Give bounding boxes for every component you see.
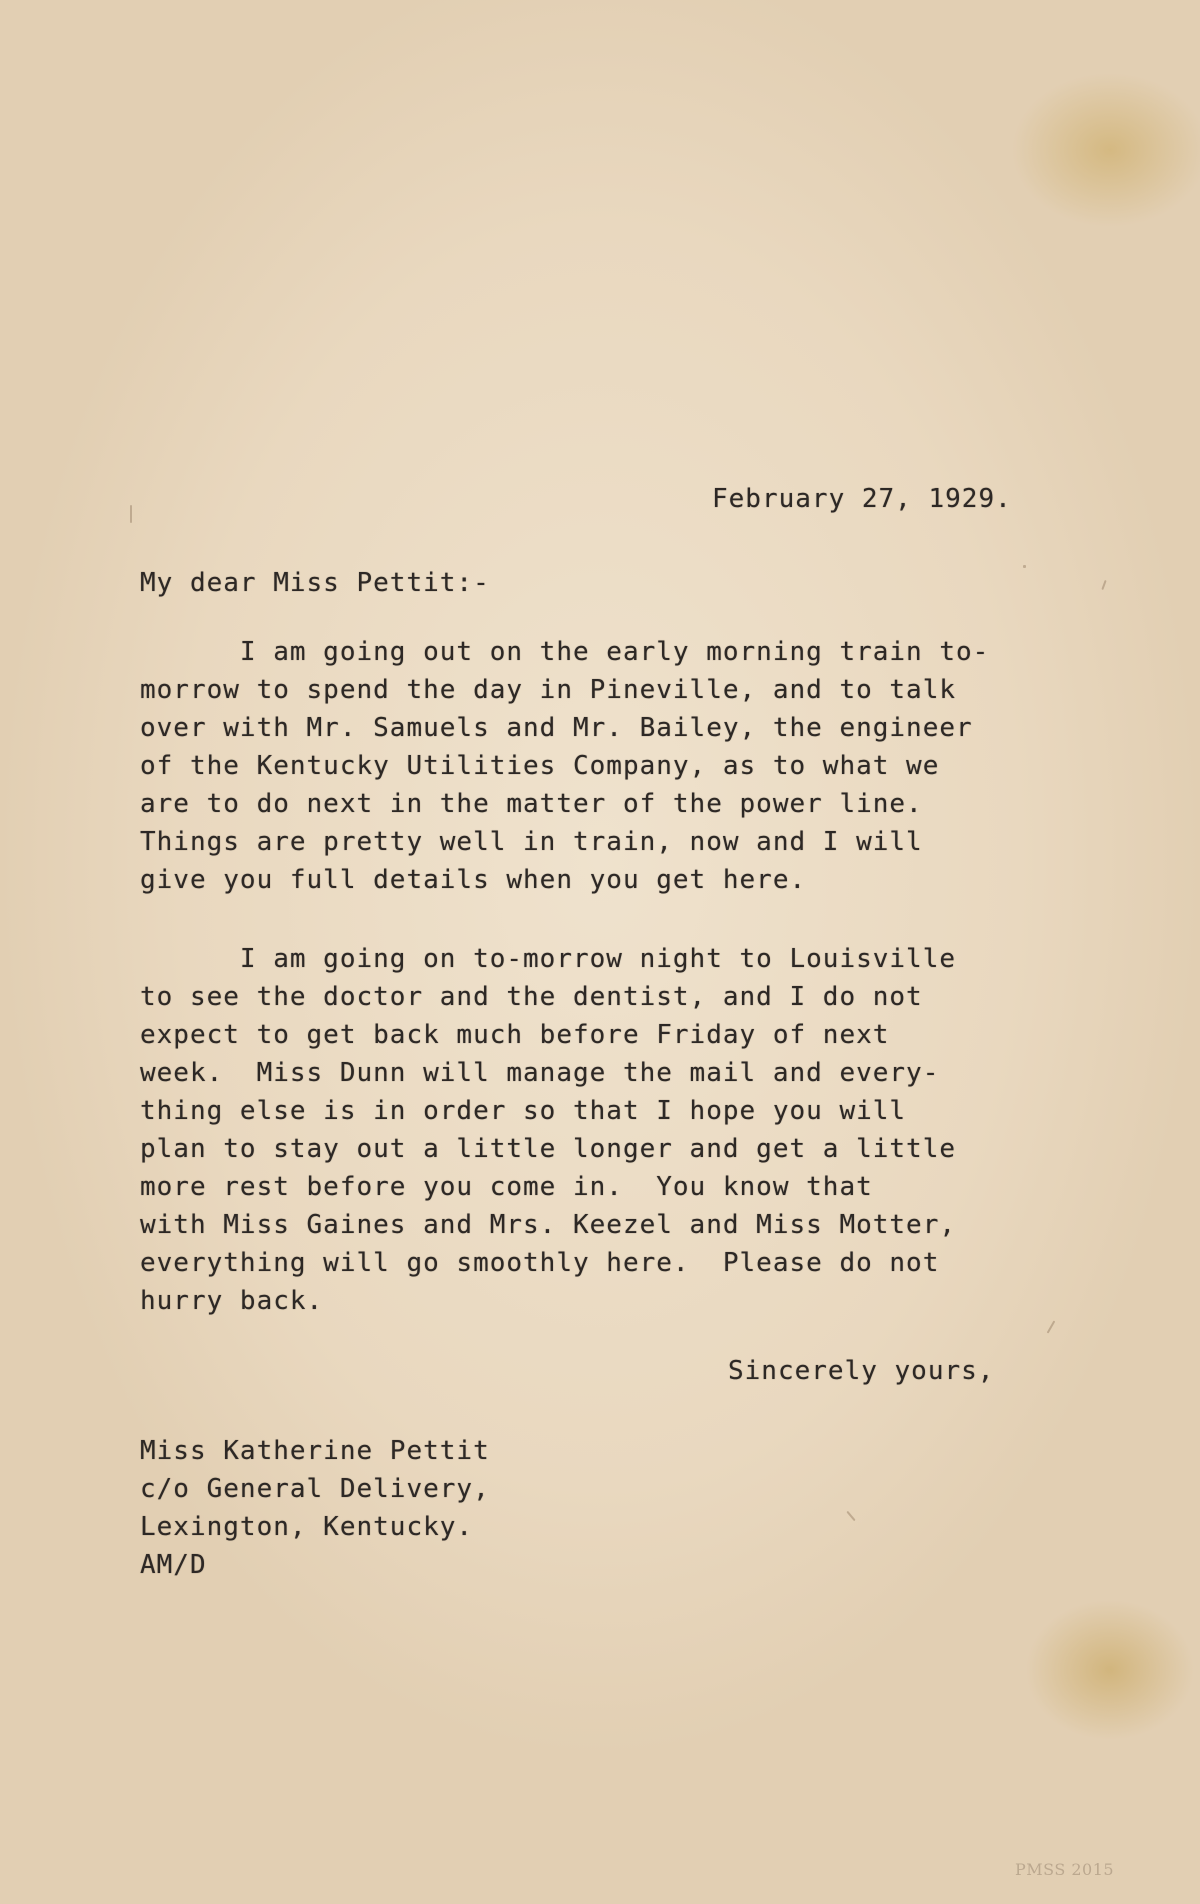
letter-salutation: My dear Miss Pettit:- (140, 568, 490, 598)
letter-closing: Sincerely yours, (728, 1356, 995, 1386)
letter-date: February 27, 1929. (712, 484, 1012, 514)
archive-watermark: PMSS 2015 (1015, 1860, 1115, 1879)
paper-fleck (1023, 565, 1026, 568)
letter-paragraph-1: I am going out on the early morning train to- morrow to spend the day in Pineville, and to talk over with Mr. Samuels and Mr. Bailey, the engineer of the Kentucky Utilities Company, as to what we are to do next in the matter of the power line. Things are pretty well in train, now and I will give you full details when you get here. (140, 637, 990, 895)
paper-fleck (1101, 580, 1106, 590)
paper-fleck (846, 1511, 855, 1521)
paper-fleck (130, 505, 132, 523)
recipient-address: Miss Katherine Pettit c/o General Delivery, Lexington, Kentucky. AM/D (140, 1436, 490, 1580)
letter-paragraph-2: I am going on to-morrow night to Louisville to see the doctor and the dentist, and I do not expect to get back much before Friday of next week. Miss Dunn will manage the mail and every- thing else is in order so that I hope you will plan to stay out a little longer and get a little more rest before you come in. You know that with Miss Gaines and Mrs. Keezel and Miss Motter, everything will go smoothly here. Please do not hurry back. (140, 944, 957, 1316)
paper-fleck (1047, 1320, 1056, 1333)
